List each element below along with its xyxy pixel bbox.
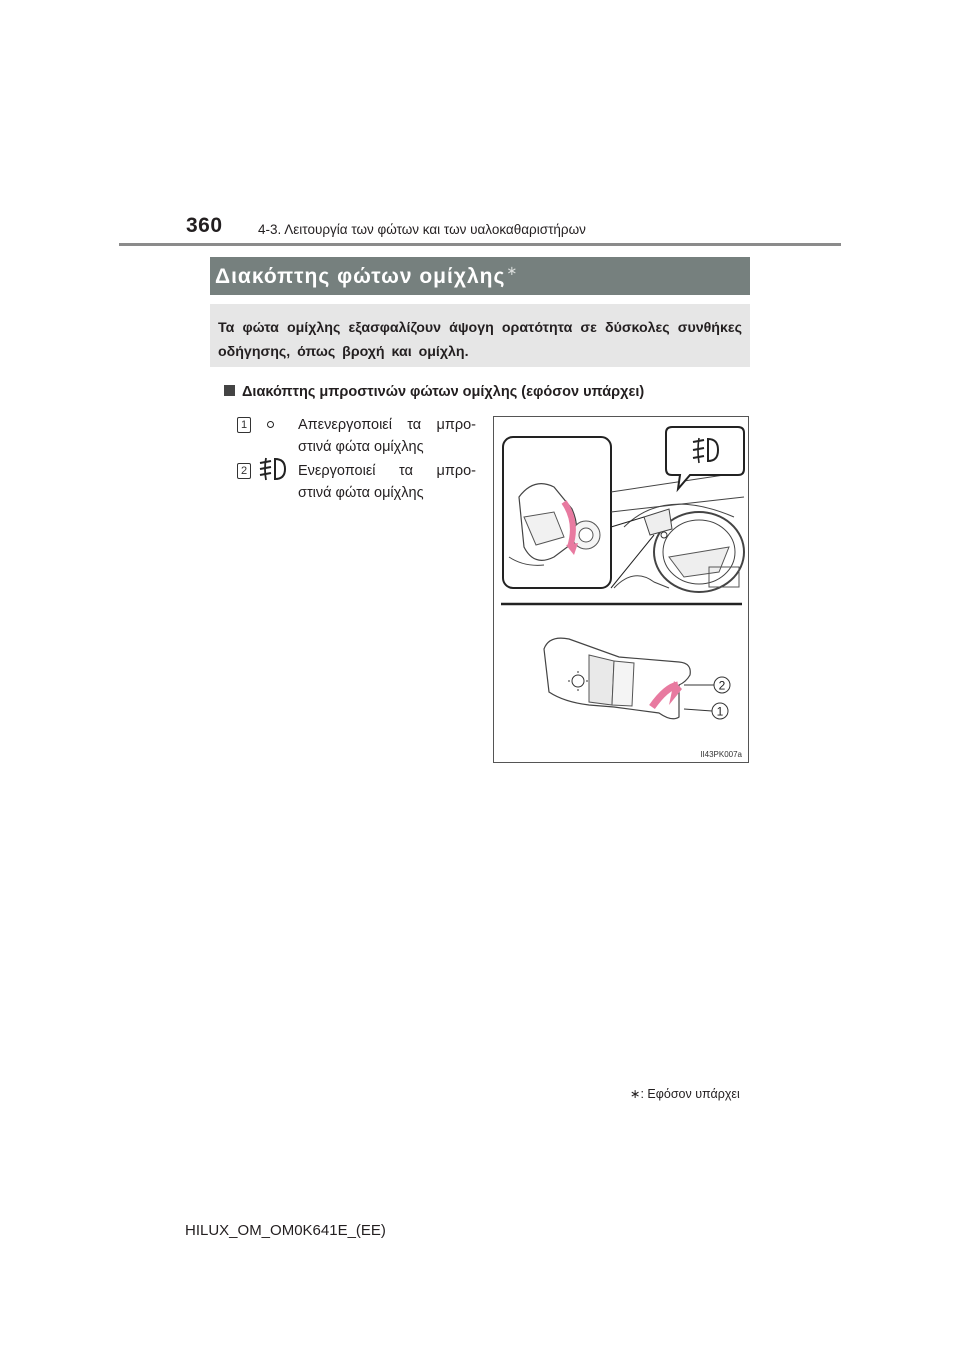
subsection-heading-text: Διακόπτης μπροστινών φώτων ομίχλης (εφόσον υπάρχει) (242, 384, 645, 400)
footnote-text: : Εφόσον υπάρχει (640, 1087, 740, 1101)
item-description-line: Ενεργοποιεί τα μπρο- (298, 463, 476, 479)
intro-box (210, 304, 750, 367)
item-number-badge: 1 (237, 417, 251, 433)
item-description (298, 414, 476, 458)
off-circle-icon (267, 421, 274, 428)
figure-code: II43PK007a (700, 750, 742, 759)
page-number: 360 (186, 214, 223, 237)
intro-text: Τα φώτα ομίχλης εξασφαλίζουν άψογη ορατότητα σε δύσκολες συνθήκες οδήγησης, όπως βροχή και ομίχλη. (218, 320, 742, 360)
header-rule (119, 243, 841, 246)
subsection-heading (224, 384, 644, 400)
item-number-badge: 2 (237, 463, 251, 479)
front-fog-light-icon (258, 456, 288, 482)
footnote (630, 1086, 740, 1101)
figure-callout-1: 1 (716, 704, 724, 719)
footnote-mark: ∗ (630, 1087, 641, 1101)
manual-code: HILUX_OM_OM0K641E_(EE) (185, 1222, 386, 1239)
item-description-line: Απενεργοποιεί τα μπρο- (298, 417, 476, 433)
figure-callout-2: 2 (718, 678, 726, 693)
fog-light-switch-figure (493, 416, 749, 763)
square-bullet-icon (224, 385, 235, 396)
optional-equipment-mark: ∗ (506, 263, 519, 278)
section-title: Διακόπτης φώτων ομίχλης (215, 265, 506, 288)
item-description-line: στινά φώτα ομίχλης (298, 439, 424, 455)
section-title-bar (210, 257, 750, 295)
item-description-line: στινά φώτα ομίχλης (298, 485, 424, 501)
item-description (298, 460, 476, 504)
figure-illustration (494, 417, 748, 762)
chapter-title: 4-3. Λειτουργία των φώτων και των υαλοκαθαριστήρων (258, 222, 586, 237)
